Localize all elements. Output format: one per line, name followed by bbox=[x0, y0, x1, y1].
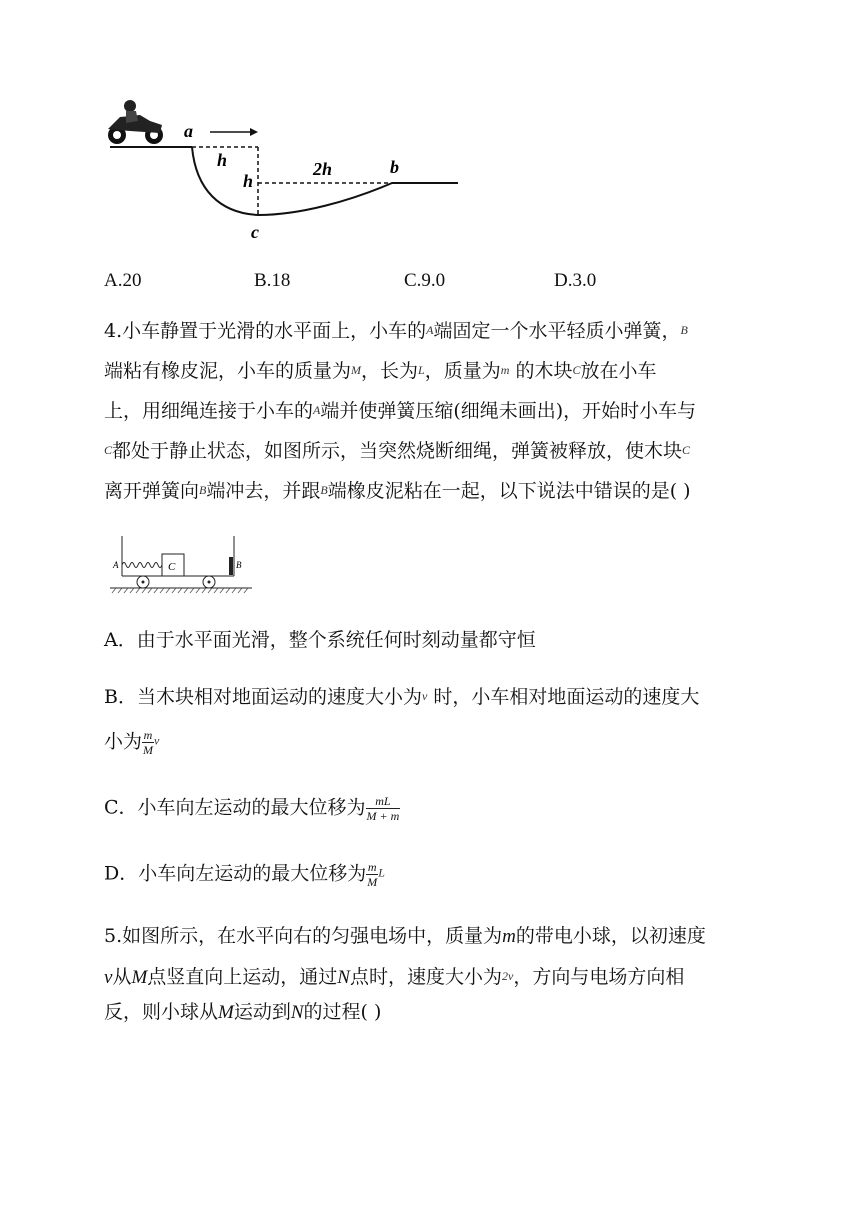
q4-line-1: 4.小车静置于光滑的水平面上，小车的A端固定一个水平轻质小弹簧，B bbox=[104, 320, 688, 342]
label-h-upper: h bbox=[217, 150, 228, 170]
q4-option-b-line-1: B．当木块相对地面运动的速度大小为v 时，小车相对地面运动的速度大 bbox=[104, 686, 700, 708]
putty-b bbox=[229, 557, 233, 575]
label-cart-a: A bbox=[113, 560, 119, 570]
motorcycle-icon bbox=[108, 100, 163, 144]
cart-figure bbox=[106, 530, 256, 600]
arrow-head-icon bbox=[250, 128, 258, 136]
fraction-mL-over-M-plus-m: $\frac{mL}{M + m}$ bbox=[366, 794, 400, 823]
q3-option-c: C.9.0 bbox=[404, 270, 446, 291]
q5-line-2: v从M点竖直向上运动，通过N点时，速度大小为2v，方向与电场方向相 bbox=[104, 966, 685, 988]
label-a: a bbox=[184, 121, 193, 141]
label-cart-b: B bbox=[236, 560, 242, 570]
track-figure bbox=[100, 95, 470, 250]
label-cart-c: C bbox=[168, 561, 176, 573]
q4-line-5: 离开弹簧向B端冲去，并跟B端橡皮泥粘在一起，以下说法中错误的是( ) bbox=[104, 480, 691, 502]
q3-option-a: A.20 bbox=[104, 270, 142, 291]
q4-line-2: 端粘有橡皮泥，小车的质量为M，长为L，质量为m 的木块C放在小车 bbox=[104, 360, 657, 382]
label-b: b bbox=[390, 157, 399, 177]
fraction-m-over-M: $\frac{m}{M}$ bbox=[143, 728, 154, 757]
q3-option-b: B.18 bbox=[254, 270, 291, 291]
q3-option-d: D.3.0 bbox=[554, 270, 597, 291]
q4-line-4: C都处于静止状态，如图所示，当突然烧断细绳，弹簧被释放，使木块C bbox=[104, 440, 691, 462]
q4-option-b-line-2: 小为 $\frac{m}{M}$ v bbox=[104, 728, 160, 757]
fraction-m-over-M-d: $\frac{m}{M}$ bbox=[367, 860, 378, 889]
q4-option-c: C．小车向左运动的最大位移为 $\frac{mL}{M + m}$ bbox=[104, 794, 400, 823]
q5-line-3: 反，则小球从M运动到N的过程( ) bbox=[104, 1001, 382, 1023]
q4-line-3: 上，用细绳连接于小车的A端并使弹簧压缩(细绳未画出)，开始时小车与 bbox=[104, 400, 697, 422]
q5-line-1: 5.如图所示，在水平向右的匀强电场中，质量为m的带电小球，以初速度 bbox=[104, 925, 706, 947]
q4-option-d: D．小车向左运动的最大位移为 $\frac{m}{M}$ L bbox=[104, 860, 385, 889]
spring-icon bbox=[122, 563, 162, 568]
label-2h: 2h bbox=[313, 159, 333, 179]
q4-option-a: A．由于水平面光滑，整个系统任何时刻动量都守恒 bbox=[104, 629, 536, 651]
label-h-lower: h bbox=[243, 171, 254, 191]
label-c: c bbox=[251, 222, 259, 242]
